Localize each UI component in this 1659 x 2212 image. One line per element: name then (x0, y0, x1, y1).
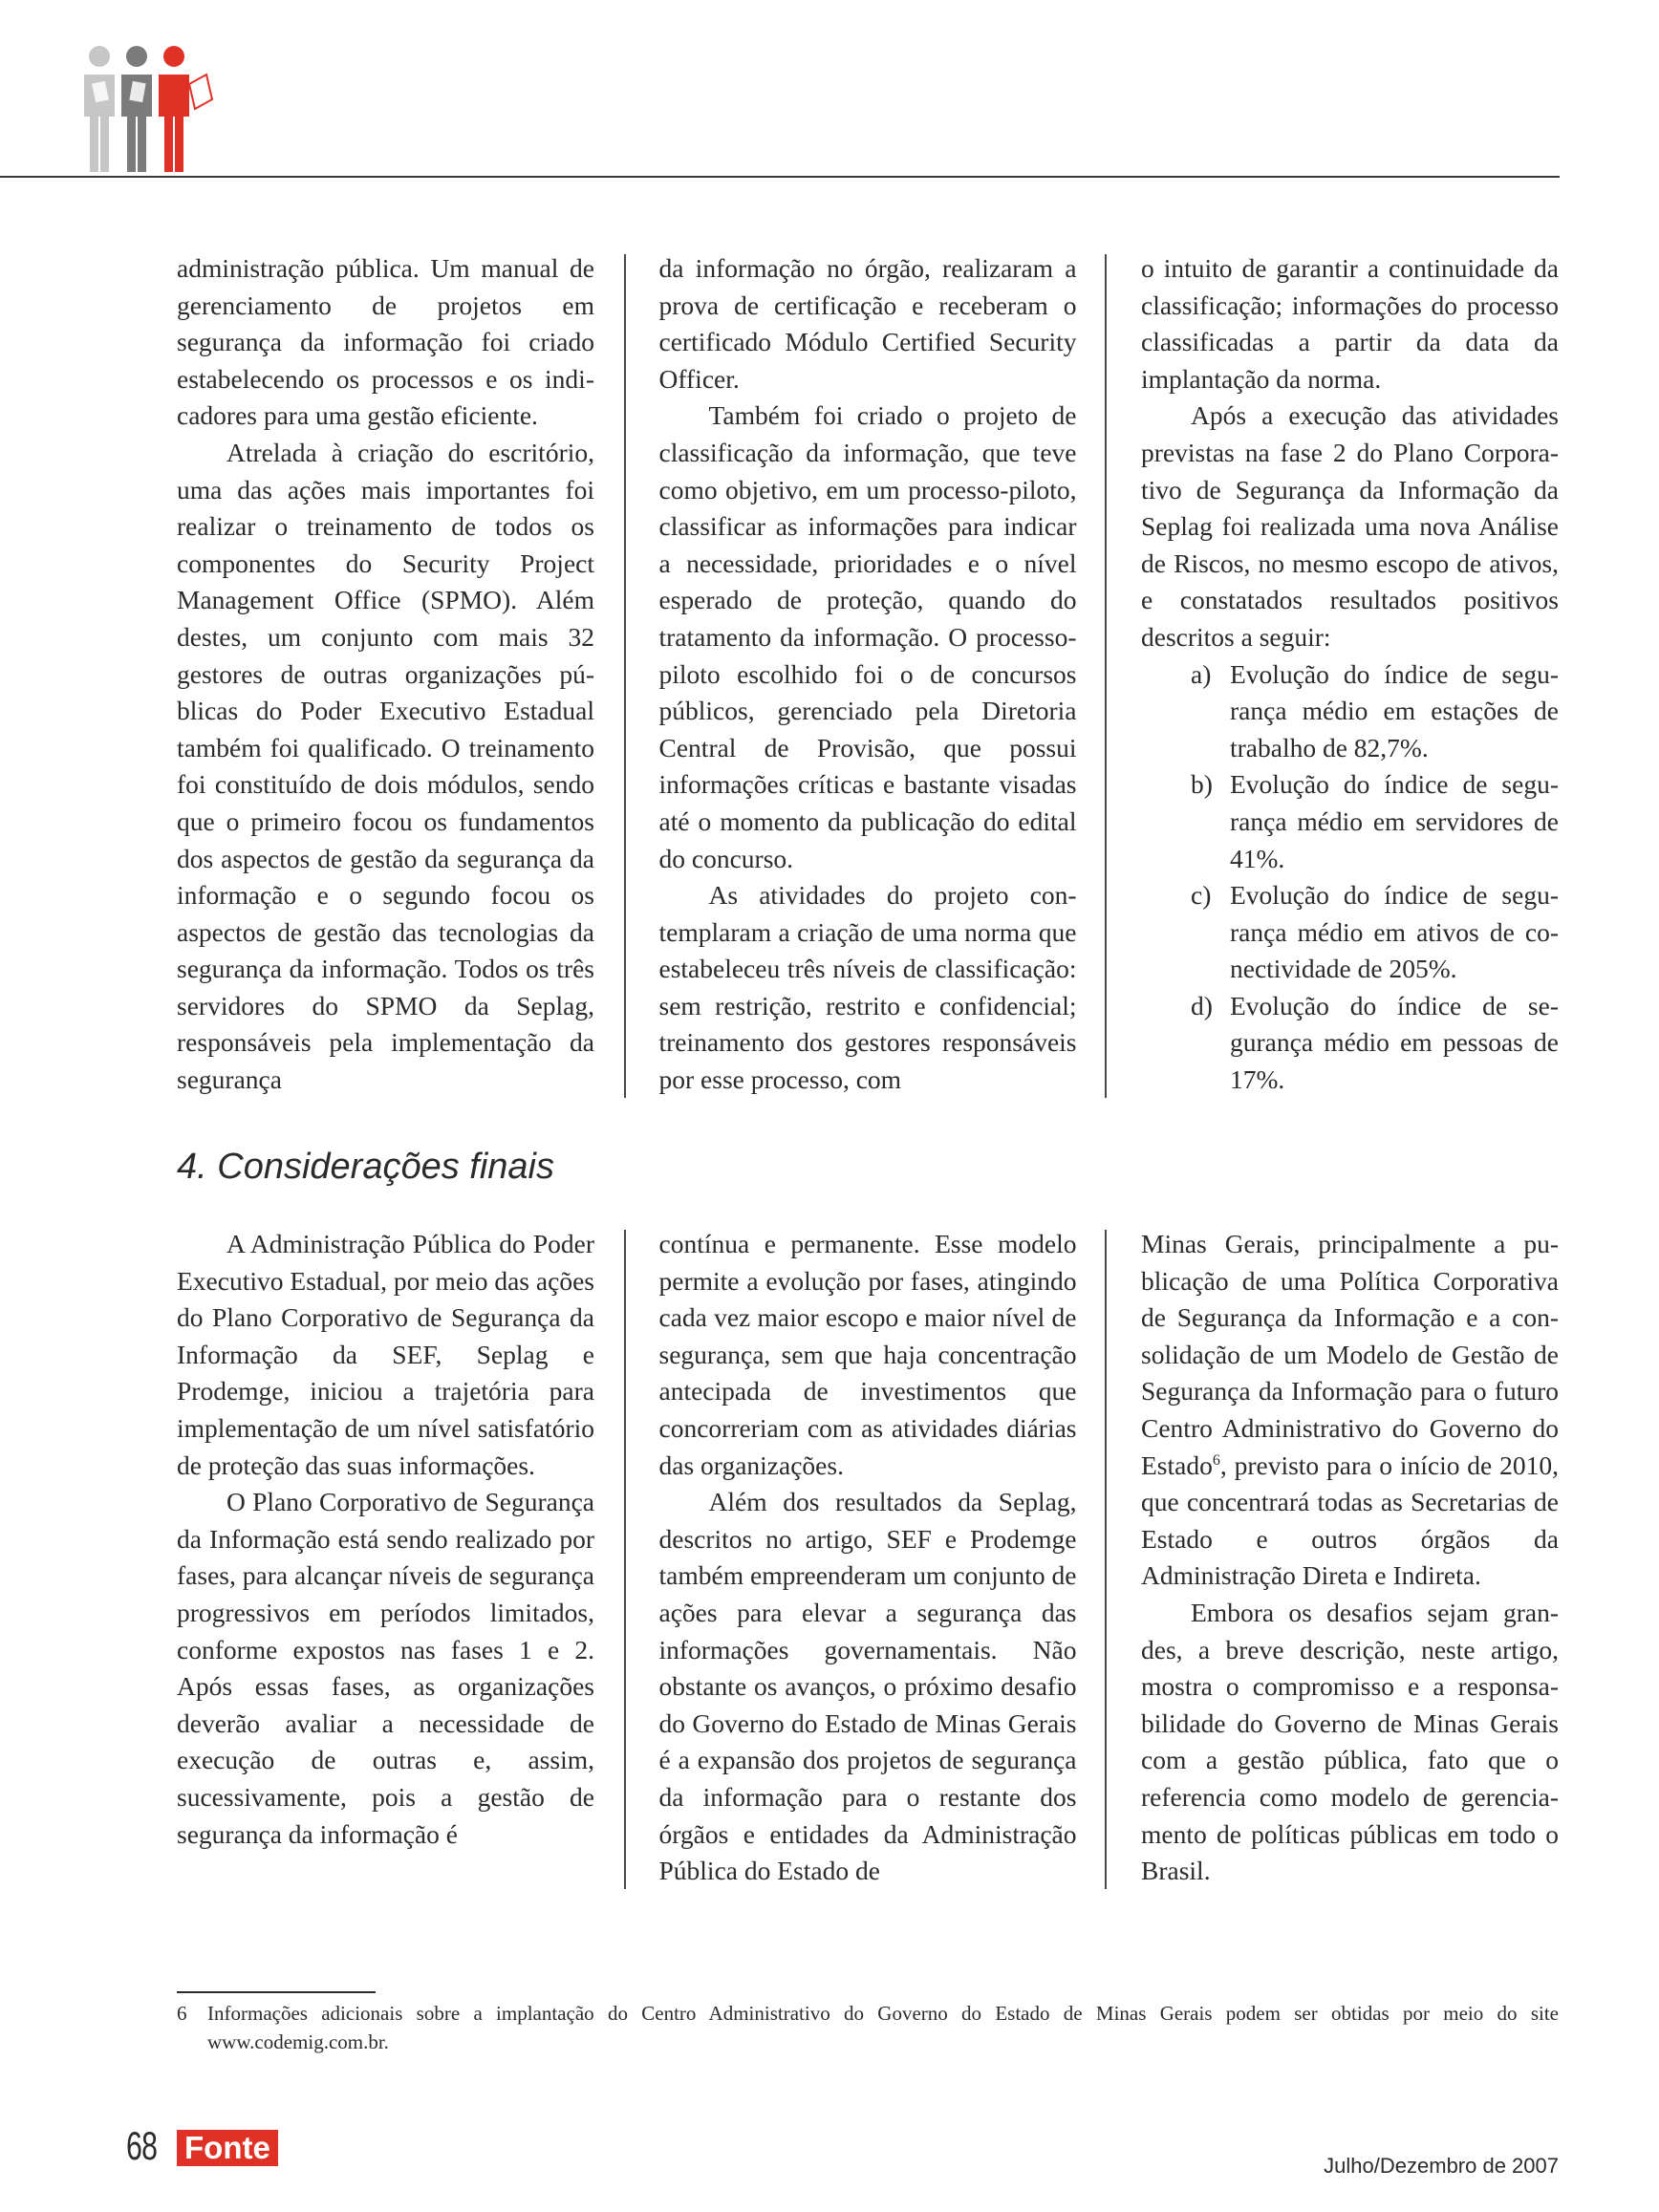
list-item-text: Evolução do índice de segurança médio em pessoas de 17%. (1230, 990, 1559, 1095)
list-item (1141, 988, 1559, 1099)
list-item-text: Evolução do índice de segurança médio em estações de trabalho de 82,7%. (1230, 658, 1559, 762)
list-marker: b) (1191, 769, 1213, 800)
footnote-number: 6 (177, 2002, 187, 2025)
column-1 (177, 1226, 594, 1890)
paragraph: contínua e permanente. Esse modelo permite a evolução por fases, atingindo cada vez maior escopo e maior nível de segurança, sem que haja concentração antecipada de investimentos que concorreriam com as atividades diárias das organizações. (658, 1229, 1077, 1480)
paragraph-text: Minas Gerais, principalmente a publicação de uma Política Corporativa de Segurança da Informação e a consolidação de um Modelo de Gestão de Segurança da Informação para o futuro Centro Administrativo do Governo do Estado (1141, 1229, 1559, 1480)
issue-date: Julho/Dezembro de 2007 (1324, 2154, 1559, 2178)
column-divider (1105, 254, 1107, 1098)
paragraph: O Plano Corporativo de Segurança da Informação está sendo realizado por fases, para alcançar níveis de segurança progressivos em períodos limitados, conforme expostos nas fases 1 e 2. Após essas fases, as organizações deverão avaliar a necessidade de execução de outras e, assim, sucessivamente, pois a gestão de segurança da informação é (177, 1487, 594, 1849)
footnote-text: Informações adicionais sobre a implantação do Centro Administrativo do Governo do Estado de Minas Gerais podem ser obtidas por meio do site www.codemig.com.br. (207, 2002, 1559, 2053)
paragraph: da informação no órgão, realizaram a prova de certificação e receberam o certificado Módulo Certified Security Officer. (658, 253, 1077, 394)
footnote-rule (177, 1991, 376, 1993)
column-3 (1141, 1226, 1559, 1890)
article-columns-top (177, 250, 1559, 1099)
list-item (1141, 656, 1559, 767)
column-divider (1105, 1230, 1107, 1889)
list-marker: c) (1191, 880, 1212, 911)
paragraph: Além dos resultados da Seplag, descritos no artigo, SEF e Prodemge também empreenderam um conjunto de ações para elevar a segurança das informações governamentais. Não obstante os avanços, o próximo desafio do Governo do Estado de Minas Gerais é a expansão dos projetos de segurança da informação para o restante dos órgãos e entidades da Administração Pública do Estado de (658, 1487, 1077, 1886)
column-2 (659, 250, 1077, 1099)
paragraph: A Administração Pública do Poder Executivo Estadual, por meio das ações do Plano Corporativo de Segurança da Informação da SEF, Seplag e Prodemge, iniciou a trajetória para implementação de um nível satisfatório de proteção das suas informações. (177, 1229, 594, 1480)
list-item (1141, 766, 1559, 877)
list-marker: d) (1191, 990, 1213, 1020)
list-marker: a) (1191, 658, 1212, 689)
paragraph: o intuito de garantir a continuidade da classificação; informações do processo classificadas a partir da data da implantação da norma. (1141, 253, 1559, 394)
paragraph: Atrelada à criação do escritório, uma das ações mais importantes foi realizar o treinamento de todos os componentes do Security Project Management Office (SPMO). Além destes, um conjunto com mais 32 gestores de outras organizações públicas do Poder Executivo Estadual também foi qualificado. O treinamento foi constituído de dois módulos, sendo que o primeiro focou os fundamentos dos aspectos de gestão da segurança da informação e o segundo focou os aspectos de gestão das tecnologias da segurança da informação. Todos os três servidores do SPMO da Seplag, responsáveis pela implementação da segurança (177, 437, 594, 1095)
paragraph: Após a execução das atividades previstas na fase 2 do Plano Corporativo de Segurança da Informação da Seplag foi realizada uma nova Análise de Riscos, no mesmo escopo de ativos, e constatados resultados positivos descritos a seguir: (1141, 400, 1559, 652)
brand-logo: Fonte (177, 2130, 278, 2166)
footnote (177, 1999, 1559, 2056)
article-columns-bottom (177, 1226, 1559, 1890)
paragraph: Também foi criado o projeto de classificação da informação, que teve como objetivo, em um processo-piloto, classificar as informações para indicar a necessidade, prioridades e o nível esperado de proteção, quando do tratamento da informação. O processo-piloto escolhido foi o de concursos públicos, gerenciado pela Diretoria Central de Provisão, que possui informações críticas e bastante visadas até o momento da publicação do edital do concurso. (658, 400, 1077, 873)
column-1 (177, 250, 594, 1099)
results-list (1141, 656, 1559, 1099)
column-3 (1141, 250, 1559, 1099)
page-number: 68 (126, 2123, 158, 2168)
column-divider (624, 254, 626, 1098)
paragraph: As atividades do projeto contemplaram a criação de uma norma que estabeleceu três níveis de classificação: sem restrição, restrito e confidencial; treinamento dos gestores responsáveis por esse processo, com (658, 880, 1077, 1095)
list-item (1141, 877, 1559, 988)
column-2 (659, 1226, 1077, 1890)
three-people-icon (76, 38, 220, 182)
list-item-text: Evolução do índice de segurança médio em ativos de conectividade de 205%. (1230, 880, 1559, 984)
paragraph-text: , previsto para o início de 2010, que concentrará todas as Secretarias de Estado e outros órgãos da Administração Direta e Indireta. (1141, 1450, 1559, 1591)
paragraph (1141, 1226, 1559, 1595)
header-rule (0, 176, 1560, 178)
paragraph: administração pública. Um manual de gerenciamento de projetos em segurança da informação foi criado estabelecendo os processos e os indicadores para uma gestão eficiente. (177, 253, 594, 431)
footnote-reference[interactable]: 6 (1212, 1451, 1220, 1469)
section-heading: 4. Considerações finais (177, 1147, 554, 1187)
list-item-text: Evolução do índice de segurança médio em servidores de 41%. (1230, 769, 1559, 873)
paragraph: Embora os desafios sejam grandes, a breve descrição, neste artigo, mostra o compromisso e a responsabilidade do Governo de Minas Gerais com a gestão pública, fato que o referencia como modelo de gerenciamento de políticas públicas em todo o Brasil. (1141, 1597, 1559, 1886)
column-divider (624, 1230, 626, 1889)
